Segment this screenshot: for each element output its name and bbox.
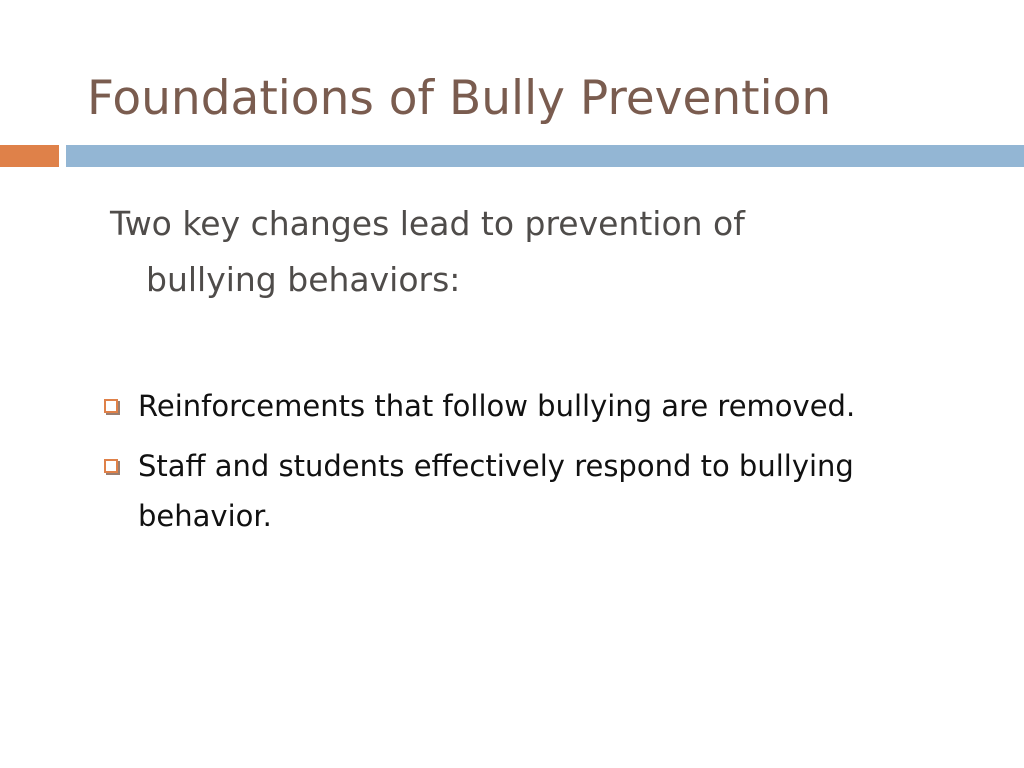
slide-title: Foundations of Bully Prevention (87, 71, 832, 126)
bullet-item (100, 441, 980, 541)
intro-text (110, 196, 850, 308)
bullet-text: Staff and students effectively respond to bullying behavior. (138, 449, 854, 533)
bullet-text: Reinforcements that follow bullying are removed. (138, 389, 856, 423)
intro-line-1: Two key changes lead to prevention of (110, 204, 745, 243)
accent-bar-blue (66, 145, 1024, 167)
hollow-square-bullet-icon (104, 459, 118, 473)
bullet-list (100, 381, 980, 551)
hollow-square-bullet-icon (104, 399, 118, 413)
accent-bar-orange (0, 145, 59, 167)
intro-line-2: bullying behaviors: (146, 260, 461, 299)
bullet-item (100, 381, 980, 431)
